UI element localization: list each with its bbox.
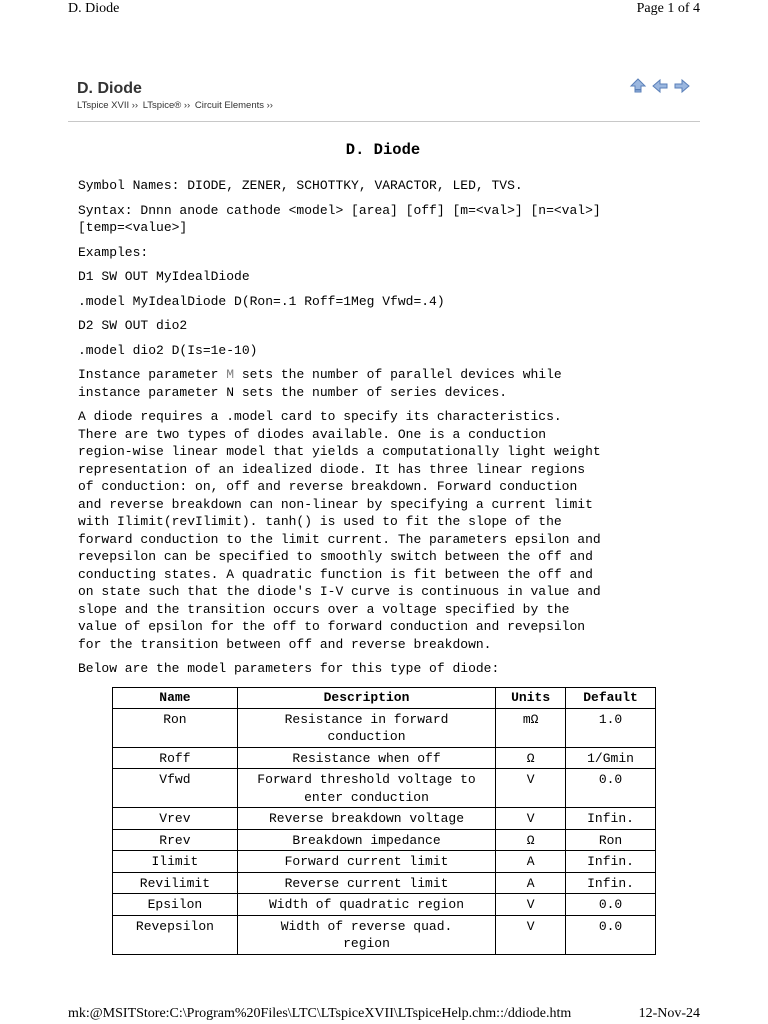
print-footer — [0, 1006, 768, 1024]
instance-text: instance parameter N sets the number of series devices. — [78, 384, 508, 400]
param-units-cell: V — [496, 808, 566, 830]
param-units-cell: V — [496, 894, 566, 916]
table-header-row — [113, 688, 656, 709]
description-line: of conduction: on, off and reverse breakdown. Forward conduction — [78, 479, 578, 494]
example-line: .model dio2 D(Is=1e-10) — [78, 342, 258, 358]
param-name-cell: Revilimit — [113, 872, 238, 894]
param-default-cell: Infin. — [566, 808, 656, 830]
param-units-cell: A — [496, 851, 566, 873]
param-description-line: Breakdown impedance — [292, 832, 441, 848]
param-description-line: Resistance in forward — [284, 711, 449, 727]
param-description-cell — [237, 894, 495, 916]
param-description-cell — [237, 808, 495, 830]
next-icon[interactable] — [673, 77, 691, 95]
home-icon[interactable] — [629, 77, 647, 95]
param-description-cell — [237, 872, 495, 894]
description-line: on state such that the diode's I-V curve is continuous in value and — [78, 584, 601, 599]
param-description-cell — [237, 708, 495, 747]
topic-header — [77, 79, 699, 112]
breadcrumb-link-ltspice[interactable]: LTspice® ›› — [142, 100, 191, 111]
description-line: with Ilimit(revIlimit). tanh() is used to fit the slope of the — [78, 514, 562, 529]
param-name-cell: Rrev — [113, 829, 238, 851]
table-row — [113, 829, 656, 851]
param-name-cell: Epsilon — [113, 894, 238, 916]
param-default-cell: 0.0 — [566, 915, 656, 954]
description-line: conducting states. A quadratic function is fit between the off and — [78, 566, 593, 582]
page-number: Page 1 of 4 — [636, 1, 700, 16]
description-line: value of epsilon for the off to forward conduction and revepsilon — [78, 619, 586, 634]
param-description-line: conduction — [327, 729, 406, 744]
table-row — [113, 808, 656, 830]
example-line: D2 SW OUT dio2 — [78, 318, 188, 333]
syntax-line-2: [temp=<value>] — [78, 220, 188, 235]
param-default-cell: Infin. — [566, 872, 656, 894]
instance-text: sets the number of parallel devices while — [234, 367, 562, 382]
param-description-line: Resistance when off — [292, 750, 441, 766]
print-date: 12-Nov-24 — [638, 1006, 700, 1021]
param-units-cell: Ω — [496, 829, 566, 851]
param-description-line: Width of reverse quad. — [280, 918, 453, 934]
instance-param-m: M — [226, 367, 235, 382]
table-row — [113, 769, 656, 808]
previous-icon[interactable] — [651, 77, 669, 95]
param-default-cell: Ron — [566, 829, 656, 851]
table-row — [113, 851, 656, 873]
column-header-name: Name — [113, 688, 238, 709]
param-description-cell — [237, 769, 495, 808]
param-name-cell: Vfwd — [113, 769, 238, 808]
breadcrumb — [77, 100, 699, 112]
param-name-cell: Revepsilon — [113, 915, 238, 954]
description-line: forward conduction to the limit current. The parameters epsilon and — [78, 531, 601, 547]
param-name-cell: Vrev — [113, 808, 238, 830]
column-header-default: Default — [566, 688, 656, 709]
document-title: D. Diode — [345, 141, 421, 159]
description-line: slope and the transition occurs over a voltage specified by the — [78, 601, 570, 617]
param-description-cell — [237, 851, 495, 873]
description-line: revepsilon can be specified to smoothly switch between the off and — [78, 549, 593, 564]
description-line: There are two types of diodes available. One is a conduction — [78, 426, 547, 442]
description-line: for the transition between off and reverse breakdown. — [78, 636, 492, 652]
print-header-title: D. Diode — [68, 1, 120, 16]
param-description-cell — [237, 829, 495, 851]
param-default-cell: 1.0 — [566, 708, 656, 747]
param-default-cell: 0.0 — [566, 894, 656, 916]
param-units-cell: V — [496, 769, 566, 808]
table-intro: Below are the model parameters for this type of diode: — [78, 661, 500, 676]
examples-label: Examples: — [78, 244, 149, 260]
breadcrumb-link-ltspice-xvii[interactable]: LTspice XVII ›› — [77, 100, 139, 111]
param-description-line: Reverse current limit — [284, 875, 449, 891]
param-units-cell: Ω — [496, 747, 566, 769]
param-default-cell: 0.0 — [566, 769, 656, 808]
param-description-line: Forward current limit — [284, 854, 449, 869]
param-description-line: Reverse breakdown voltage — [268, 811, 465, 826]
header-divider — [68, 121, 700, 122]
param-default-cell: 1/Gmin — [566, 747, 656, 769]
description-line: representation of an idealized diode. It has three linear regions — [78, 461, 586, 477]
syntax-line-1: Syntax: Dnnn anode cathode <model> [area] [off] [m=<val>] [n=<val>] — [78, 202, 601, 218]
table-row — [113, 747, 656, 769]
print-header — [0, 1, 768, 19]
table-row — [113, 708, 656, 747]
instance-parameters — [78, 366, 688, 401]
column-header-units: Units — [496, 688, 566, 709]
table-row — [113, 872, 656, 894]
instance-text: Instance parameter — [78, 367, 227, 382]
breadcrumb-link-circuit-elements[interactable]: Circuit Elements ›› — [194, 100, 273, 111]
description-line: and reverse breakdown can non-linear by specifying a current limit — [78, 496, 593, 512]
param-name-cell: Ilimit — [113, 851, 238, 873]
source-url: mk:@MSITStore:C:\Program%20Files\LTC\LTspiceXVII\LTspiceHelp.chm::/ddiode.htm — [68, 1006, 572, 1021]
example-line: .model MyIdealDiode D(Ron=.1 Roff=1Meg Vfwd=.4) — [78, 293, 445, 309]
param-description-cell — [237, 915, 495, 954]
topic-nav — [629, 77, 691, 95]
column-header-description: Description — [237, 688, 495, 709]
syntax — [78, 202, 688, 237]
description-paragraph — [78, 408, 688, 653]
param-units-cell: mΩ — [496, 708, 566, 747]
table-row — [113, 915, 656, 954]
topic-title: D. Diode — [77, 80, 142, 97]
param-description-line: enter conduction — [304, 789, 429, 805]
description-line: A diode requires a .model card to specify its characteristics. — [78, 409, 562, 424]
param-default-cell: Infin. — [566, 851, 656, 873]
param-description-line: Forward threshold voltage to — [257, 772, 476, 787]
topic-body — [78, 140, 688, 685]
param-description-line: region — [343, 936, 390, 951]
param-units-cell: V — [496, 915, 566, 954]
example-line: D1 SW OUT MyIdealDiode — [78, 269, 250, 284]
table-row — [113, 894, 656, 916]
param-name-cell: Ron — [113, 708, 238, 747]
param-name-cell: Roff — [113, 747, 238, 769]
description-line: region-wise linear model that yields a computationally light weight — [78, 444, 601, 459]
param-units-cell: A — [496, 872, 566, 894]
symbol-names: Symbol Names: DIODE, ZENER, SCHOTTKY, VARACTOR, LED, TVS. — [78, 178, 523, 193]
param-description-line: Width of quadratic region — [268, 897, 465, 912]
param-description-cell — [237, 747, 495, 769]
model-parameters-table — [112, 687, 656, 955]
